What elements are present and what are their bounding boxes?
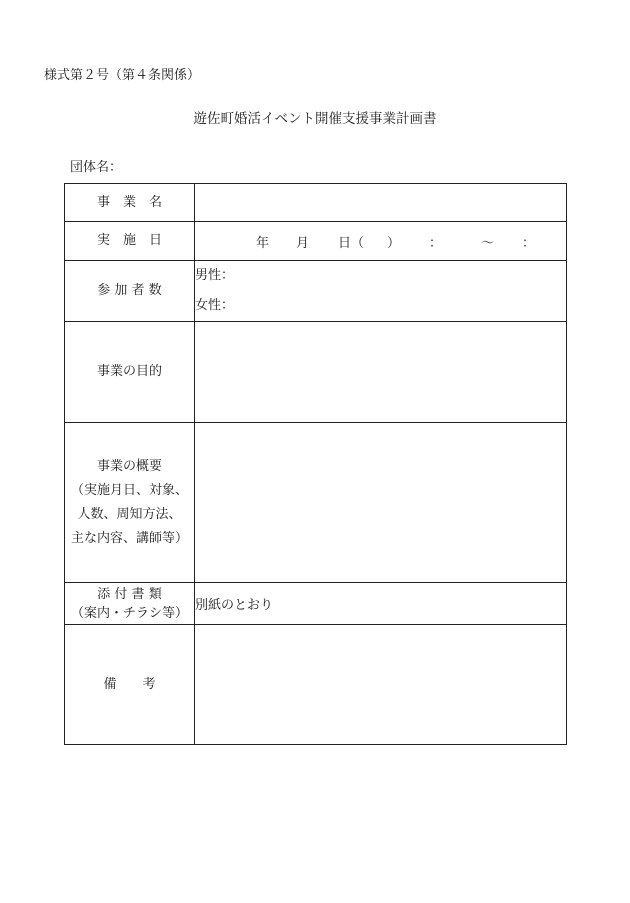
project-name-field[interactable] <box>195 184 567 222</box>
purpose-label: 事業の目的 <box>65 322 195 423</box>
participants-label: 参 加 者 数 <box>65 261 195 322</box>
row-outline <box>65 423 567 583</box>
row-attachments <box>65 583 567 625</box>
plan-table <box>64 183 567 745</box>
remarks-field[interactable] <box>195 625 567 745</box>
date-year-unit: 年 <box>256 236 270 251</box>
document-title: 遊佐町婚活イベント開催支援事業計画書 <box>193 111 437 127</box>
purpose-field[interactable] <box>195 322 567 423</box>
attachments-field[interactable]: 別紙のとおり <box>195 583 567 625</box>
row-date <box>65 222 567 261</box>
form-number: 様式第２号（第４条関係） <box>44 68 201 83</box>
date-start-time-colon: ： <box>429 236 443 251</box>
outline-label-line-3: 人数、周知方法、 <box>77 506 182 522</box>
outline-field[interactable] <box>195 423 567 583</box>
outline-label-line-2: （実施月日、対象、 <box>70 482 188 498</box>
row-remarks <box>65 625 567 745</box>
participants-female: 女性： <box>195 298 235 313</box>
outline-label-line-1: 事業の概要 <box>96 458 162 474</box>
row-participants <box>65 261 567 322</box>
date-end-time-colon: ： <box>522 236 536 251</box>
date-field[interactable] <box>195 222 567 261</box>
date-month-unit: 月 <box>296 236 310 251</box>
project-name-label: 事 業 名 <box>65 184 195 222</box>
outline-label <box>65 423 195 583</box>
outline-label-line-4: 主な内容、講師等） <box>70 530 188 546</box>
date-close-paren: ） <box>387 236 401 251</box>
attachments-label-line-1: 添 付 書 類 <box>97 586 162 602</box>
date-range-tilde: ～ <box>481 236 495 251</box>
participants-male: 男性： <box>195 268 235 283</box>
participants-field[interactable] <box>195 261 567 322</box>
remarks-label: 備 考 <box>65 625 195 745</box>
row-project-name <box>65 184 567 222</box>
attachments-label-line-2: （案内・チラシ等） <box>70 605 188 621</box>
date-day-unit: 日（ <box>338 236 365 251</box>
date-label: 実 施 日 <box>65 222 195 261</box>
organization-name-label: 団体名： <box>70 160 123 175</box>
attachments-label <box>65 583 195 625</box>
row-purpose <box>65 322 567 423</box>
